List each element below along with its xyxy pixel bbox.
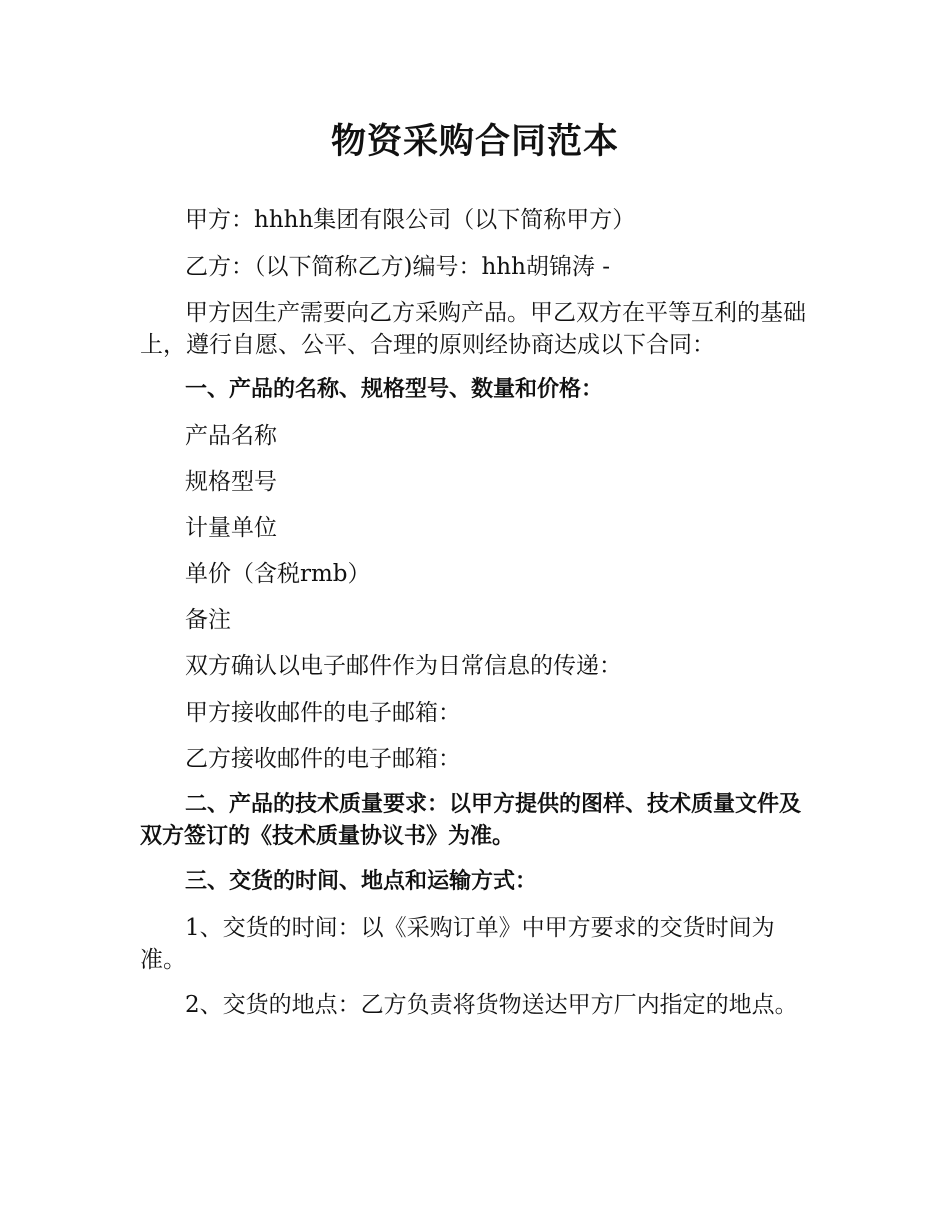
field-spec-model: 规格型号: [185, 469, 277, 495]
document-title: 物资采购合同范本: [330, 122, 619, 162]
party-a-line: 甲方：hhhh集团有限公司（以下简称甲方）: [185, 207, 636, 233]
field-product-name: 产品名称: [185, 423, 277, 449]
party-b-email-line: 乙方接收邮件的电子邮箱：: [185, 746, 461, 772]
section-2-paragraph: 二、产品的技术质量要求：以甲方提供的图样、技术质量文件及双方签订的《技术质量协议书》为准。: [140, 792, 802, 849]
delivery-location-paragraph: 2、交货的地点：乙方负责将货物送达甲方厂内指定的地点。: [185, 992, 798, 1018]
intro-paragraph: 甲方因生产需要向乙方采购产品。甲乙双方在平等互利的基础上，遵行自愿、公平、合理的原则经协商达成以下合同：: [140, 300, 806, 358]
field-remarks: 备注: [185, 607, 231, 633]
party-b-line: 乙方：（以下简称乙方)编号：hhh胡锦涛 -: [185, 254, 610, 280]
field-unit-price: 单价（含税rmb）: [185, 561, 371, 587]
email-confirmation-line: 双方确认以电子邮件作为日常信息的传递：: [185, 653, 622, 679]
delivery-time-paragraph: 1、交货的时间：以《采购订单》中甲方要求的交货时间为准。: [140, 915, 775, 973]
section-1-heading: 一、产品的名称、规格型号、数量和价格：: [185, 377, 604, 402]
section-3-heading: 三、交货的时间、地点和运输方式：: [185, 869, 538, 894]
party-a-email-line: 甲方接收邮件的电子邮箱：: [185, 700, 461, 726]
field-unit: 计量单位: [185, 515, 277, 541]
